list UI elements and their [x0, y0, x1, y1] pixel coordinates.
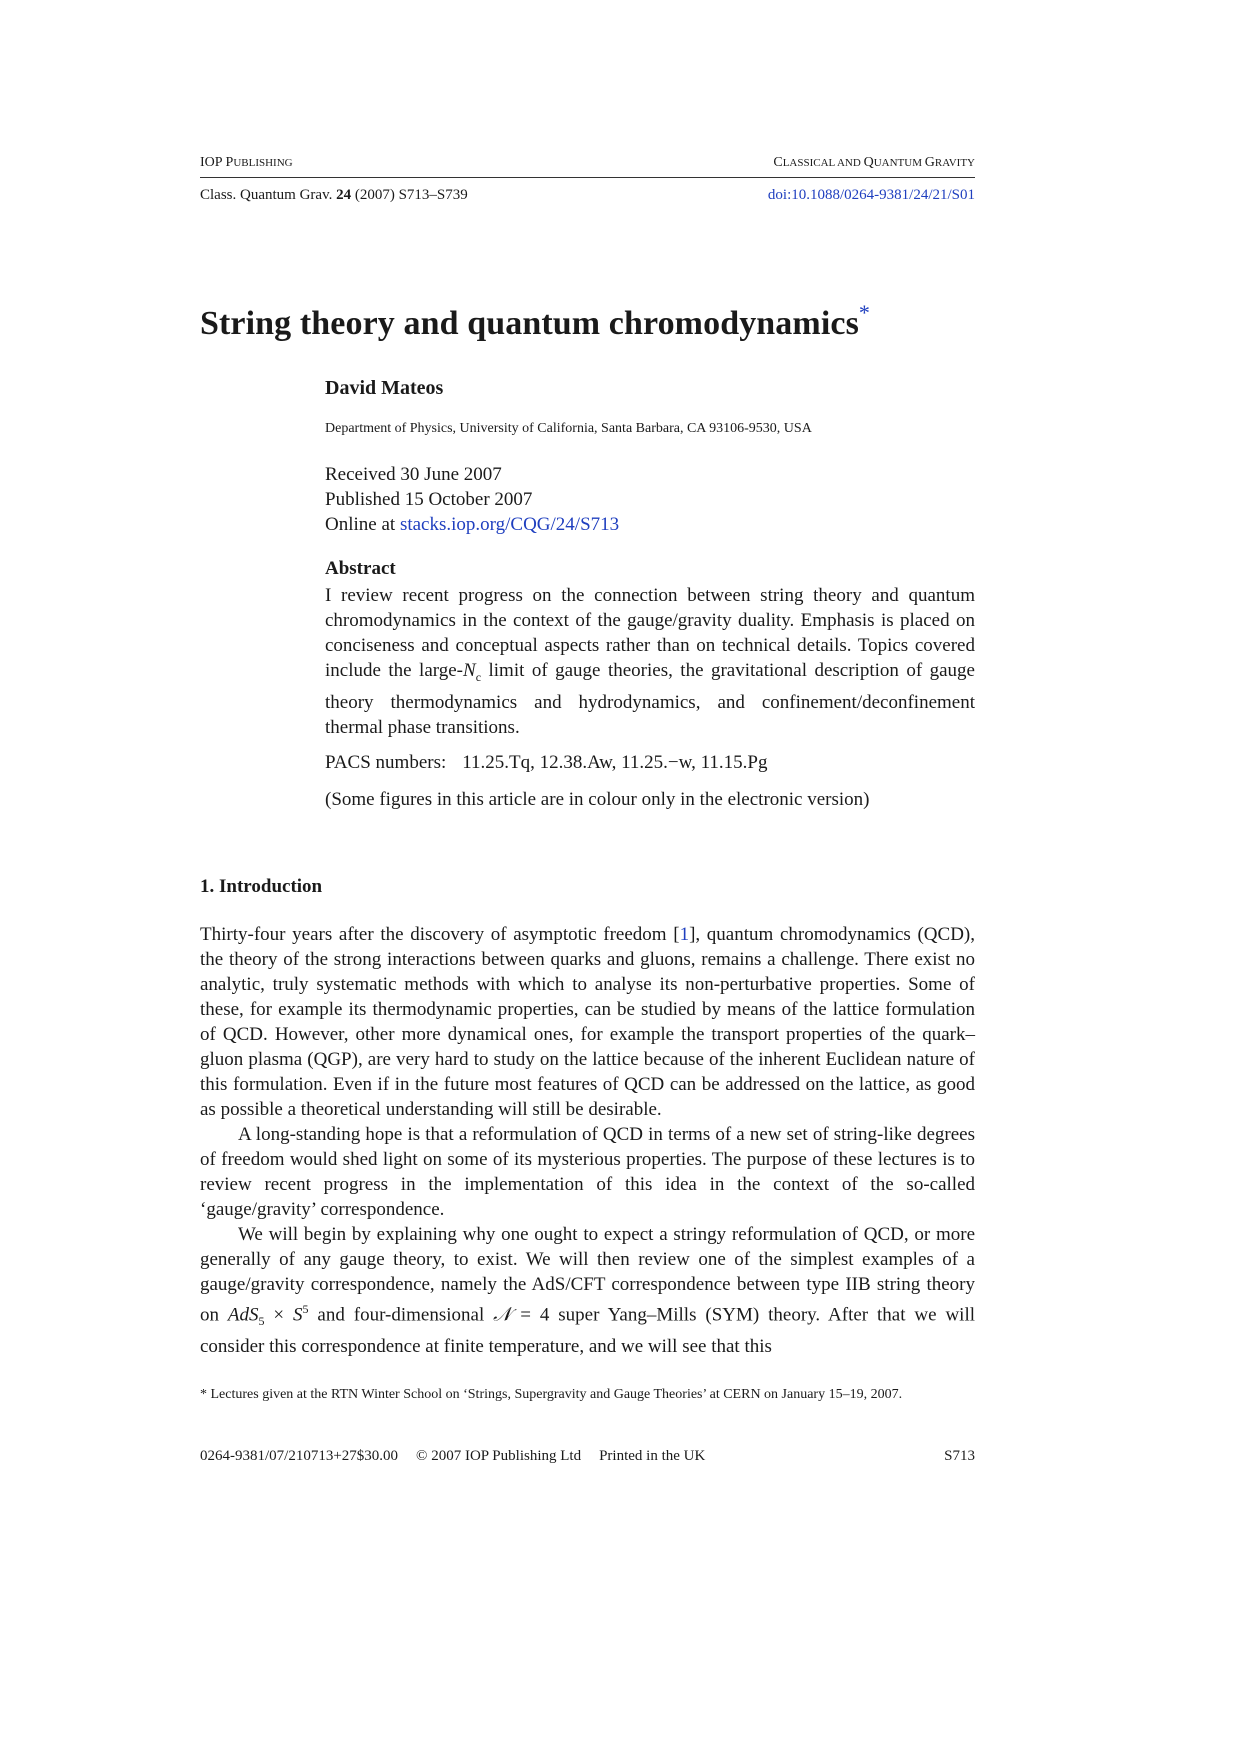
header-rule	[200, 177, 975, 178]
section-body	[200, 922, 975, 1359]
publisher-name: IOP PUBLISHING	[200, 155, 293, 170]
copyright: © 2007 IOP Publishing Ltd	[416, 1448, 582, 1464]
pacs-numbers: PACS numbers: 11.25.Tq, 12.38.Aw, 11.25.−w, 11.15.Pg	[325, 752, 768, 773]
paragraph-2: A long-standing hope is that a reformulation of QCD in terms of a new set of string-like degrees of freedom would shed light on some of its mysterious properties. The purpose of these lectures is to review recent progress in the implementation of this idea in the context of the so-called ‘gauge/gravity’ correspondence.	[200, 1124, 975, 1220]
publication-dates	[325, 462, 975, 537]
online-line: Online at stacks.iop.org/CQG/24/S713	[325, 514, 620, 535]
running-header	[200, 155, 975, 171]
printed-note: Printed in the UK	[599, 1448, 706, 1464]
article-title: String theory and quantum chromodynamics*	[200, 300, 871, 342]
paragraph-1: Thirty-four years after the discovery of asymptotic freedom [1], quantum chromodynamics (QCD), the theory of the strong interactions between quarks and gluons, remains a challenge. There exist no analytic, truly systematic methods with which to analyse its non-perturbative properties. Some of these, for example its thermodynamic properties, can be studied by means of the lattice formulation of QCD. However, other more dynamical ones, for example the transport properties of the quark–gluon plasma (QGP), are very hard to study on the lattice because of the inherent Euclidean nature of this formulation. Even if in the future most features of QCD can be addressed on the lattice, as good as possible a theoretical understanding will still be desirable.	[200, 924, 975, 1120]
doi-link[interactable]: doi:10.1088/0264-9381/24/21/S01	[767, 187, 975, 203]
section-heading: 1. Introduction	[200, 876, 323, 897]
paragraph-3: We will begin by explaining why one ought to expect a stringy reformulation of QCD, or more generally of any gauge theory, to exist. We will then review one of the simplest examples of a gauge/gravity correspondence, namely the AdS/CFT correspondence between type IIB string theory on $AdS_5 \times S^5$ and four-dimensional 𝒩 = 4 super Yang–Mills (SYM) theory. After that we will consider this correspondence at finite temperature, and we will see that this	[200, 1224, 975, 1358]
page-footer	[200, 1448, 975, 1465]
author-affiliation: Department of Physics, University of California, Santa Barbara, CA 93106-9530, USA	[325, 421, 812, 436]
journal-citation: Class. Quantum Grav. 24 (2007) S713–S739	[200, 187, 468, 203]
received-date: Received 30 June 2007	[325, 464, 502, 485]
journal-name: CLASSICAL AND QUANTUM GRAVITY	[773, 155, 975, 170]
colour-note: (Some figures in this article are in colour only in the electronic version)	[325, 789, 870, 810]
online-link[interactable]: stacks.iop.org/CQG/24/S713	[399, 514, 620, 535]
reference-link[interactable]: 1	[679, 924, 690, 945]
title-footnote-link[interactable]: *	[858, 300, 871, 325]
citation-line	[200, 187, 975, 204]
abstract-heading: Abstract	[325, 558, 396, 579]
author-name: David Mateos	[325, 377, 444, 399]
page-number: S713	[944, 1448, 975, 1464]
footnote: * Lectures given at the RTN Winter School on ‘Strings, Supergravity and Gauge Theories’ at CERN on January 15–19, 2007.	[200, 1387, 903, 1402]
published-date: Published 15 October 2007	[325, 489, 533, 510]
abstract-text: I review recent progress on the connection between string theory and quantum chromodynamics in the context of the gauge/gravity duality. Emphasis is placed on conciseness and conceptual aspects rather than on technical details. Topics covered include the large-$N_c$ limit of gauge theories, the gravitational description of gauge theory thermodynamics and hydrodynamics, and confinement/deconfinement thermal phase transitions.	[325, 585, 975, 738]
price-code: 0264-9381/07/210713+27$30.00	[200, 1448, 399, 1464]
